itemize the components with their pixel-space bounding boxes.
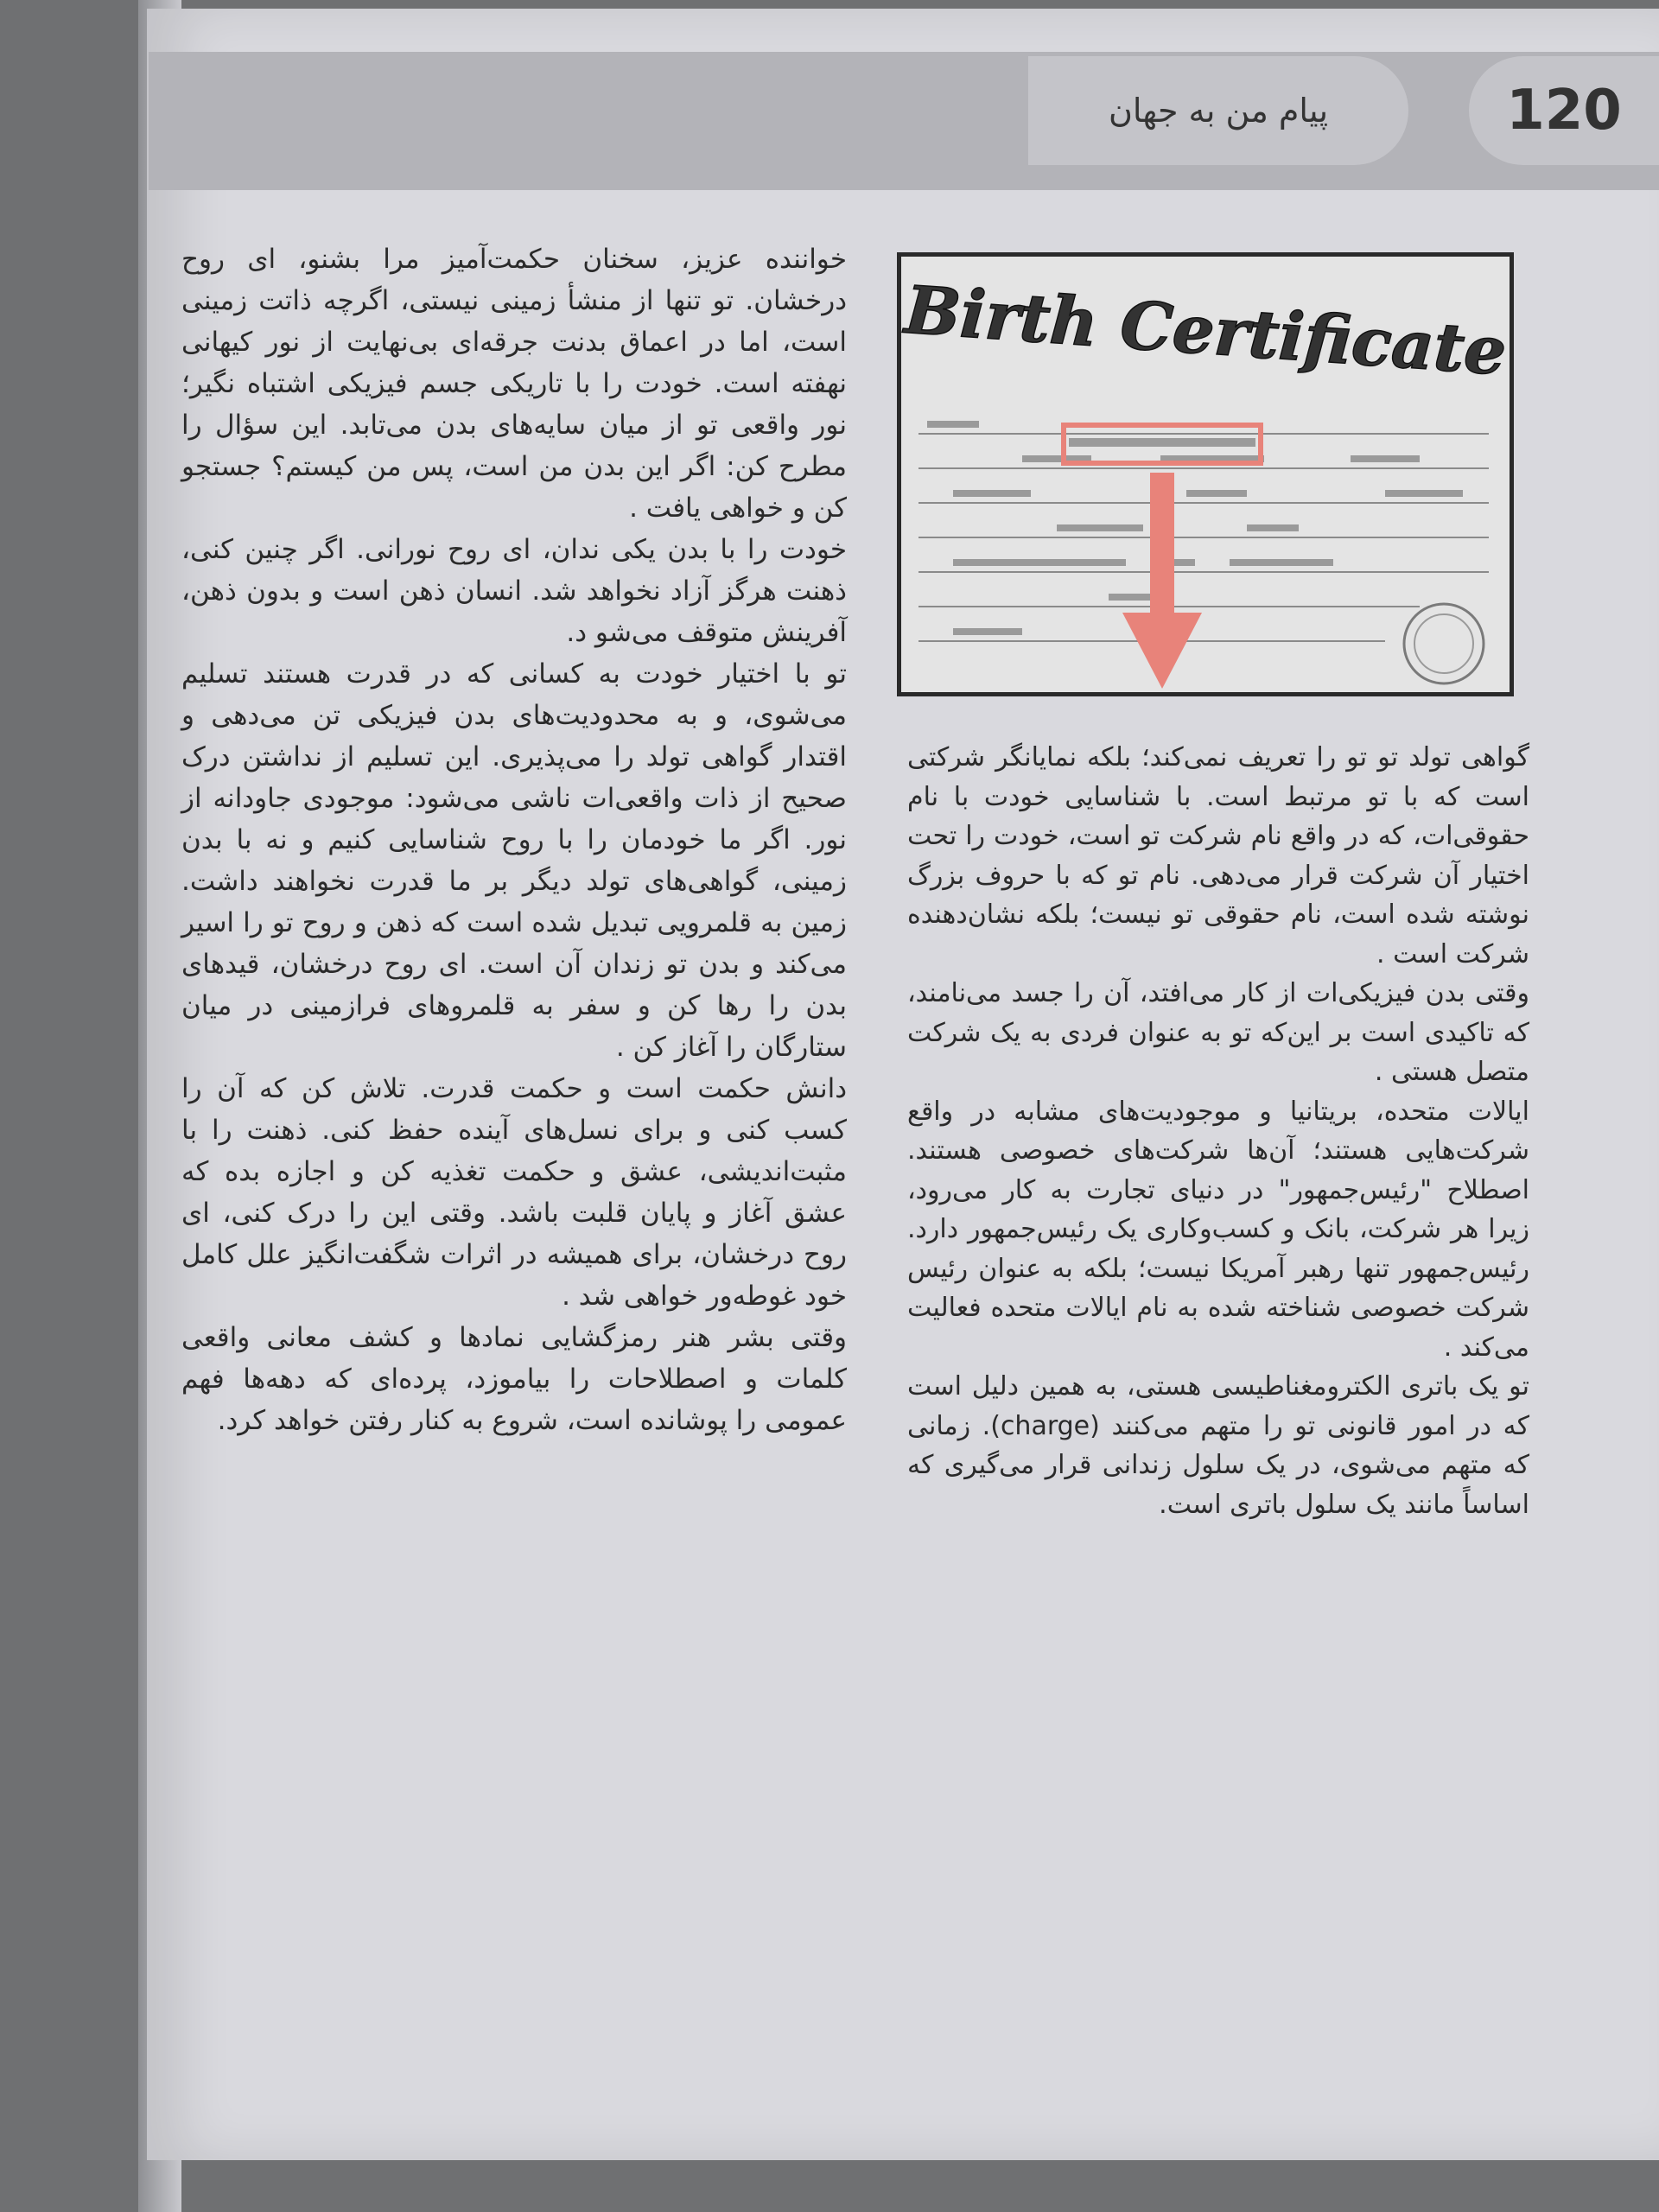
page-number: 120 — [1506, 79, 1622, 143]
birth-certificate-figure — [897, 252, 1514, 696]
left-paragraph-1: خواننده عزیز، سخنان حکمت‌آمیز مرا بشنو، ای روح درخشان. تو تنها از منشأ زمینی نیستی، اگرچه ذاتت زمینی است، اما در اعماق بدنت جرقه‌ای بی‌نهایت از نور کیهانی نهفته است. خودت را با تاریکی جسم فیزیکی اشتباه نگیر؛ نور واقعی تو از میان سایه‌های بدن می‌تابد. این سؤال را مطرح کن: اگر این بدن من است، پس من کیستم؟ جستجو کن و خواهی یافت . — [181, 244, 847, 524]
right-paragraph-2: وقتی بدن فیزیکی‌ات از کار می‌افتد، آن را جسد می‌نامند، که تاکیدی است بر این‌که تو به عنوان فردی به یک شرکت متصل هستی . — [907, 978, 1529, 1087]
right-paragraph-1: گواهی تولد تو تو را تعریف نمی‌کند؛ بلکه نمایانگر شرکتی است که با تو مرتبط است. با شناسایی خودت با نام حقوقی‌ات، که در واقع نام شرکت تو است، خودت را تحت اختیار آن شرکت قرار می‌دهی. نام تو که با حروف بزرگ نوشته شده است، نام حقوقی تو نیست؛ بلکه نشان‌دهنده شرکت است . — [907, 742, 1529, 969]
left-paragraph-5: وقتی بشر هنر رمزگشایی نمادها و کشف معانی واقعی کلمات و اصطلاحات را بیاموزد، پرده‌ای که دهه‌ها فهم عمومی را پوشانده است، شروع به کنار رفتن خواهد کرد. — [181, 1322, 847, 1436]
chapter-title-pill — [1028, 56, 1408, 165]
page-number-pill — [1469, 56, 1659, 165]
chapter-title: پیام من به جهان — [1108, 92, 1329, 130]
left-text-column — [181, 238, 847, 1441]
birth-certificate-image — [901, 257, 1510, 692]
right-text-column — [907, 738, 1529, 1524]
left-paragraph-2: خودت را با بدن یکی ندان، ای روح نورانی. اگر چنین کنی، ذهنت هرگز آزاد نخواهد شد. انسان ذهن است و بدون ذهن، آفرینش متوقف می‌شو د. — [181, 534, 847, 648]
right-paragraph-3: ایالات متحده، بریتانیا و موجودیت‌های مشابه در واقع شرکت‌هایی هستند؛ آن‌ها شرکت‌های خصوصی هستند. اصطلاح "رئیس‌جمهور" در دنیای تجارت به کار می‌رود، زیرا هر شرکت، بانک و کسب‌وکاری یک رئیس‌جمهور دارد. رئیس‌جمهور تنها رهبر آمریکا نیست؛ بلکه به عنوان رئیس شرکت خصوصی شناخته شده به نام ایالات متحده فعالیت می‌کند . — [907, 1096, 1529, 1363]
left-paragraph-3: تو با اختیار خودت به کسانی که در قدرت هستند تسلیم می‌شوی، و به محدودیت‌های بدن فیزیکی تن می‌دهی و اقتدار گواهی تولد را می‌پذیری. این تسلیم از نداشتن درک صحیح از ذات واقعی‌ات ناشی می‌شود: موجودی جاودانه از نور. اگر ما خودمان را با روح شناسایی کنیم و نه با بدن زمینی، گواهی‌های تولد دیگر بر ما قدرت نخواهند داشت. زمین به قلمرویی تبدیل شده است که ذهن و روح تو را اسیر می‌کند و بدن تو زندان آن است. ای روح درخشان، قیدهای بدن را رها کن و سفر به قلمروهای فرازمینی در میان ستارگان را آغاز کن . — [181, 658, 847, 1063]
certificate-heading: Birth Certificate — [902, 270, 1510, 391]
left-paragraph-4: دانش حکمت است و حکمت قدرت. تلاش کن که آن را کسب کنی و برای نسل‌های آینده حفظ کنی. ذهنت را با مثبت‌اندیشی، عشق و حکمت تغذیه کن و اجازه بده که عشق آغاز و پایان قلبت باشد. وقتی این را درک کنی، ای روح درخشان، برای همیشه در اثرات شگفت‌انگیز علل کامل خود غوطه‌ور خواهی شد . — [181, 1073, 847, 1312]
right-paragraph-4: تو یک باتری الکترومغناطیسی هستی، به همین دلیل است که در امور قانونی تو را متهم می‌کنند (charge). زمانی که متهم می‌شوی، در یک سلول زندانی قرار می‌گیری که اساساً مانند یک سلول باتری است. — [907, 1371, 1530, 1520]
arrow-shaft — [1150, 473, 1174, 618]
header-band — [149, 52, 1659, 190]
